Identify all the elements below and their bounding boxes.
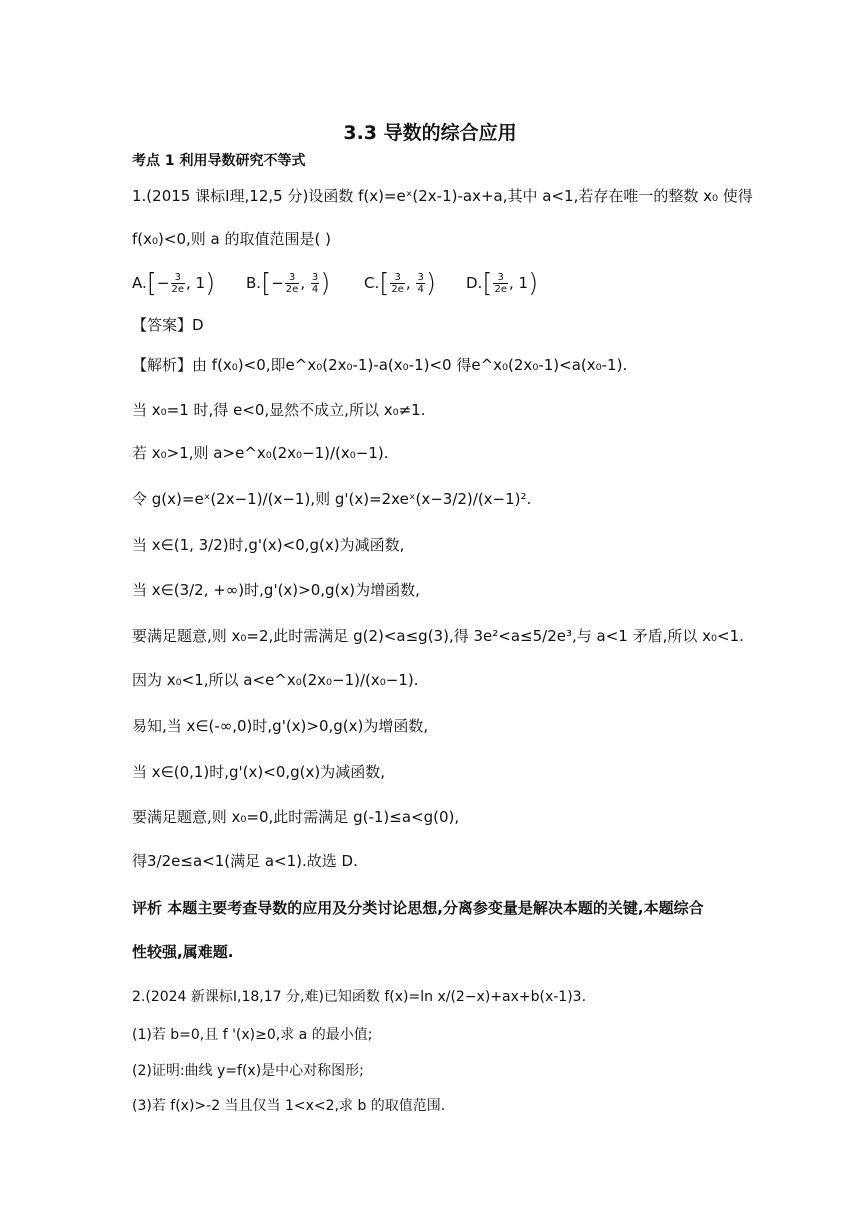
section-heading: 考点 1 利用导数研究不等式 (132, 153, 306, 169)
comment-line-2: 性较强,属难题. (132, 943, 234, 961)
answer-line: 【答案】D (132, 316, 204, 334)
option-a: A.[− $\frac{3}{2e}$ , 1) (132, 268, 216, 299)
solution-line-9: 易知,当 x∈(-∞,0)时,g'(x)>0,g(x)为增函数, (132, 717, 429, 735)
comment-line-1: 评析 本题主要考查导数的应用及分类讨论思想,分离参变量是解决本题的关键,本题综合 (132, 899, 704, 917)
q1-stem-line1: 1.(2015 课标Ⅰ理,12,5 分)设函数 f(x)=eˣ(2x-1)-ax+a,其中 a<1,若存在唯一的整数 x₀ 使得 (132, 187, 753, 205)
solution-line-5: 当 x∈(1, 3/2)时,g'(x)<0,g(x)为减函数, (132, 536, 405, 554)
option-b: B.[− $\frac{3}{2e}$ , $\frac{3}{4}$ ) (246, 268, 331, 299)
option-c: C.[ $\frac{3}{2e}$ , $\frac{3}{4}$ ) (364, 268, 436, 299)
solution-line-11: 要满足题意,则 x₀=0,此时需满足 g(-1)≤a<g(0), (132, 808, 460, 826)
solution-text-1: 由 f(x₀)<0,即e^x₀(2x₀-1)-a(x₀-1)<0 得e^x₀(2x₀-1)<a(x₀-1). (192, 356, 628, 374)
solution-line-1 (132, 355, 627, 375)
q1-stem-line2: f(x₀)<0,则 a 的取值范围是( ) (132, 230, 331, 248)
q2-part-2: (2)证明:曲线 y=f(x)是中心对称图形; (132, 1063, 364, 1079)
option-d: D.[ $\frac{3}{2e}$ , 1) (466, 268, 539, 299)
solution-line-12: 得3/2e≤a<1(满足 a<1).故选 D. (132, 852, 358, 870)
solution-line-7: 要满足题意,则 x₀=2,此时需满足 g(2)<a≤g(3),得 3e²<a≤5/2e³,与 a<1 矛盾,所以 x₀<1. (132, 627, 744, 645)
solution-label: 【解析】 (132, 356, 193, 374)
solution-line-6: 当 x∈(3/2, +∞)时,g'(x)>0,g(x)为增函数, (132, 581, 420, 599)
solution-line-10: 当 x∈(0,1)时,g'(x)<0,g(x)为减函数, (132, 763, 386, 781)
q2-part-3: (3)若 f(x)>-2 当且仅当 1<x<2,求 b 的取值范围. (132, 1098, 446, 1114)
solution-line-3: 若 x₀>1,则 a>e^x₀(2x₀−1)/(x₀−1). (132, 444, 389, 462)
q2-stem: 2.(2024 新课标Ⅰ,18,17 分,难)已知函数 f(x)=ln x/(2−x)+ax+b(x-1)3. (132, 989, 587, 1005)
solution-line-2: 当 x₀=1 时,得 e<0,显然不成立,所以 x₀≠1. (132, 401, 426, 419)
page-title: 3.3 导数的综合应用 (343, 122, 517, 144)
solution-line-4: 令 g(x)=eˣ(2x−1)/(x−1),则 g'(x)=2xeˣ(x−3/2)/(x−1)². (132, 490, 532, 508)
q2-part-1: (1)若 b=0,且 f '(x)≥0,求 a 的最小值; (132, 1027, 373, 1043)
solution-line-8: 因为 x₀<1,所以 a<e^x₀(2x₀−1)/(x₀−1). (132, 671, 419, 689)
